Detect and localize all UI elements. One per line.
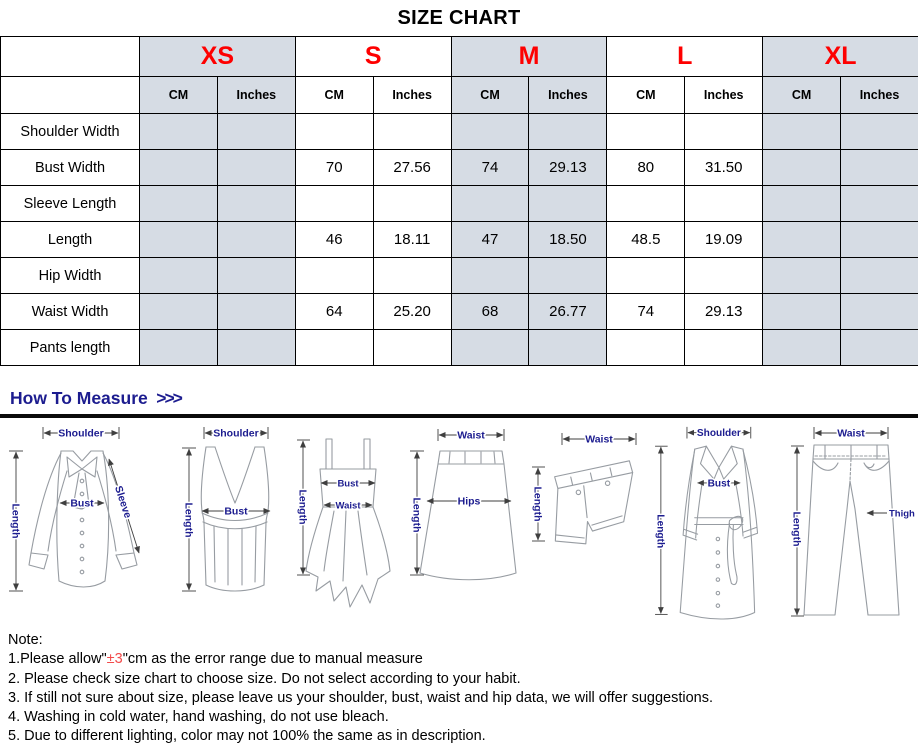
- unit-header-xl-cm: CM: [763, 77, 841, 114]
- cell-pants-length-9: [841, 330, 918, 366]
- page-title: SIZE CHART: [397, 7, 521, 29]
- cell-shoulder-width-0: [140, 114, 218, 150]
- cell-length-1: [217, 222, 295, 258]
- cell-hip-width-8: [763, 258, 841, 294]
- cell-hip-width-1: [217, 258, 295, 294]
- table-row-sleeve-length: [1, 186, 918, 222]
- cell-hip-width-5: [529, 258, 607, 294]
- cell-hip-width-9: [841, 258, 918, 294]
- unit-header-xl-inches: Inches: [841, 77, 918, 114]
- unit-header-xs-inches: Inches: [217, 77, 295, 114]
- table-row-bust-width: [1, 150, 918, 186]
- cell-shoulder-width-2: [295, 114, 373, 150]
- dress-waist-label: Waist: [335, 500, 361, 512]
- skirt-outline: [420, 451, 516, 580]
- unit-header-l-inches: Inches: [685, 77, 763, 114]
- tank-bust-label: Bust: [223, 505, 248, 518]
- cell-hip-width-7: [685, 258, 763, 294]
- table-row-hip-width: [1, 258, 918, 294]
- dress-diagram: [294, 423, 402, 621]
- cell-pants-length-2: [295, 330, 373, 366]
- dress-outline: [306, 439, 390, 607]
- note-line-2: 2. Please check size chart to choose size. Do not select according to your habit.: [8, 670, 521, 687]
- cell-length-0: [140, 222, 218, 258]
- row-label-sleeve-length: Sleeve Length: [1, 186, 140, 222]
- cell-bust-width-9: [841, 150, 918, 186]
- cell-bust-width-3: 27.56: [373, 150, 451, 186]
- cell-length-8: [763, 222, 841, 258]
- size-header-s: S: [295, 37, 451, 77]
- cell-pants-length-5: [529, 330, 607, 366]
- cell-shoulder-width-6: [607, 114, 685, 150]
- cell-pants-length-3: [373, 330, 451, 366]
- table-size-header-row: [1, 37, 918, 77]
- cell-waist-width-0: [140, 294, 218, 330]
- table-row-shoulder-width: [1, 114, 918, 150]
- blouse-diagram: [3, 423, 175, 621]
- cell-pants-length-6: [607, 330, 685, 366]
- blouse-bust-label: Bust: [70, 497, 94, 510]
- tank-top-diagram: [178, 423, 292, 621]
- size-header-xl: XL: [763, 37, 918, 77]
- chevrons-icon: >>>: [156, 388, 181, 408]
- notes-heading: Note:: [8, 632, 43, 648]
- cell-sleeve-length-8: [763, 186, 841, 222]
- blouse-length-label: Length: [9, 503, 22, 539]
- unit-header-l-cm: CM: [607, 77, 685, 114]
- blouse-measure-lines: [9, 427, 119, 591]
- dress-bust-label: Bust: [337, 478, 359, 490]
- cell-hip-width-4: [451, 258, 529, 294]
- note-line-5: 5. Due to different lighting, color may not 100% the same as in description.: [8, 728, 486, 745]
- cell-bust-width-6: 80: [607, 150, 685, 186]
- cell-shoulder-width-8: [763, 114, 841, 150]
- cell-sleeve-length-5: [529, 186, 607, 222]
- cell-shoulder-width-3: [373, 114, 451, 150]
- note-line-3: 3. If still not sure about size, please leave us your shoulder, bust, waist and hip data, we will offer suggestions.: [8, 689, 713, 706]
- coat-diagram: [646, 423, 784, 626]
- cell-length-6: 48.5: [607, 222, 685, 258]
- cell-waist-width-5: 26.77: [529, 294, 607, 330]
- cell-pants-length-0: [140, 330, 218, 366]
- cell-sleeve-length-4: [451, 186, 529, 222]
- cell-bust-width-8: [763, 150, 841, 186]
- pants-diagram: [787, 423, 915, 623]
- pants-thigh-label: Thigh: [888, 508, 915, 520]
- cell-length-4: 47: [451, 222, 529, 258]
- skirt-waist-label: Waist: [457, 429, 485, 442]
- unit-header-m-cm: CM: [451, 77, 529, 114]
- cell-sleeve-length-9: [841, 186, 918, 222]
- cell-shoulder-width-9: [841, 114, 918, 150]
- cell-shoulder-width-4: [451, 114, 529, 150]
- cell-sleeve-length-1: [217, 186, 295, 222]
- size-chart-table: [0, 36, 918, 366]
- how-to-measure-text: How To Measure: [10, 388, 148, 408]
- table-body: [1, 114, 918, 366]
- corner-cell: [1, 37, 140, 77]
- unit-header-s-cm: CM: [295, 77, 373, 114]
- unit-header-m-inches: Inches: [529, 77, 607, 114]
- unit-header-xs-cm: CM: [140, 77, 218, 114]
- row-label-shoulder-width: Shoulder Width: [1, 114, 140, 150]
- table-row-length: [1, 222, 918, 258]
- cell-bust-width-0: [140, 150, 218, 186]
- cell-length-7: 19.09: [685, 222, 763, 258]
- unit-header-s-inches: Inches: [373, 77, 451, 114]
- note-line-1: [8, 650, 918, 669]
- cell-pants-length-7: [685, 330, 763, 366]
- cell-waist-width-3: 25.20: [373, 294, 451, 330]
- cell-hip-width-2: [295, 258, 373, 294]
- blouse-shoulder-label: Shoulder: [58, 427, 104, 440]
- coat-bust-label: Bust: [707, 478, 731, 490]
- note1-prefix: 1.Please allow": [8, 651, 107, 668]
- how-to-measure-heading: [10, 388, 918, 409]
- cell-hip-width-0: [140, 258, 218, 294]
- tank-outline: [201, 447, 269, 591]
- coat-length-label: Length: [654, 514, 666, 549]
- shorts-length-label: Length: [531, 486, 544, 522]
- note-line-4: 4. Washing in cold water, hand washing, do not use bleach.: [8, 709, 389, 726]
- note1-suffix: "cm as the error range due to manual measure: [122, 651, 423, 668]
- tank-shoulder-label: Shoulder: [212, 427, 259, 440]
- notes-section: [8, 631, 918, 747]
- note1-tolerance-value: ±3: [106, 651, 123, 668]
- cell-bust-width-7: 31.50: [685, 150, 763, 186]
- table-unit-header-row: [1, 77, 918, 114]
- cell-shoulder-width-7: [685, 114, 763, 150]
- cell-shoulder-width-1: [217, 114, 295, 150]
- table-row-waist-width: [1, 294, 918, 330]
- cell-pants-length-8: [763, 330, 841, 366]
- pants-waist-label: Waist: [837, 427, 865, 440]
- skirt-length-label: Length: [410, 497, 423, 533]
- blouse-outline: [29, 451, 137, 587]
- cell-bust-width-2: 70: [295, 150, 373, 186]
- cell-bust-width-4: 74: [451, 150, 529, 186]
- cell-waist-width-2: 64: [295, 294, 373, 330]
- cell-sleeve-length-3: [373, 186, 451, 222]
- size-header-l: L: [607, 37, 763, 77]
- size-header-xs: XS: [140, 37, 296, 77]
- skirt-hips-label: Hips: [457, 495, 481, 508]
- cell-bust-width-1: [217, 150, 295, 186]
- cell-sleeve-length-6: [607, 186, 685, 222]
- coat-shoulder-label: Shoulder: [697, 428, 742, 440]
- cell-hip-width-3: [373, 258, 451, 294]
- tank-length-label: Length: [182, 502, 195, 538]
- cell-bust-width-5: 29.13: [529, 150, 607, 186]
- cell-length-5: 18.50: [529, 222, 607, 258]
- pants-outline: [804, 445, 899, 615]
- cell-waist-width-7: 29.13: [685, 294, 763, 330]
- shorts-outline: [547, 461, 639, 547]
- cell-waist-width-8: [763, 294, 841, 330]
- cell-length-2: 46: [295, 222, 373, 258]
- cell-pants-length-1: [217, 330, 295, 366]
- shorts-diagram: [522, 423, 644, 621]
- coat-outline: [680, 446, 757, 619]
- cell-shoulder-width-5: [529, 114, 607, 150]
- pants-length-label: Length: [790, 511, 803, 547]
- cell-waist-width-9: [841, 294, 918, 330]
- cell-hip-width-6: [607, 258, 685, 294]
- cell-waist-width-1: [217, 294, 295, 330]
- row-label-waist-width: Waist Width: [1, 294, 140, 330]
- measurement-diagrams: [0, 418, 918, 622]
- cell-sleeve-length-7: [685, 186, 763, 222]
- cell-length-9: [841, 222, 918, 258]
- table-row-pants-length: [1, 330, 918, 366]
- shorts-waist-label: Waist: [584, 433, 613, 446]
- cell-sleeve-length-2: [295, 186, 373, 222]
- cell-waist-width-6: 74: [607, 294, 685, 330]
- row-label-hip-width: Hip Width: [1, 258, 140, 294]
- skirt-diagram: [405, 423, 519, 621]
- size-header-m: M: [451, 37, 607, 77]
- row-label-length: Length: [1, 222, 140, 258]
- cell-pants-length-4: [451, 330, 529, 366]
- blouse-sleeve-label: Sleeve: [112, 484, 134, 520]
- cell-waist-width-4: 68: [451, 294, 529, 330]
- row-label-bust-width: Bust Width: [1, 150, 140, 186]
- cell-sleeve-length-0: [140, 186, 218, 222]
- corner-cell-2: [1, 77, 140, 114]
- row-label-pants-length: Pants length: [1, 330, 140, 366]
- dress-length-label: Length: [296, 489, 309, 525]
- cell-length-3: 18.11: [373, 222, 451, 258]
